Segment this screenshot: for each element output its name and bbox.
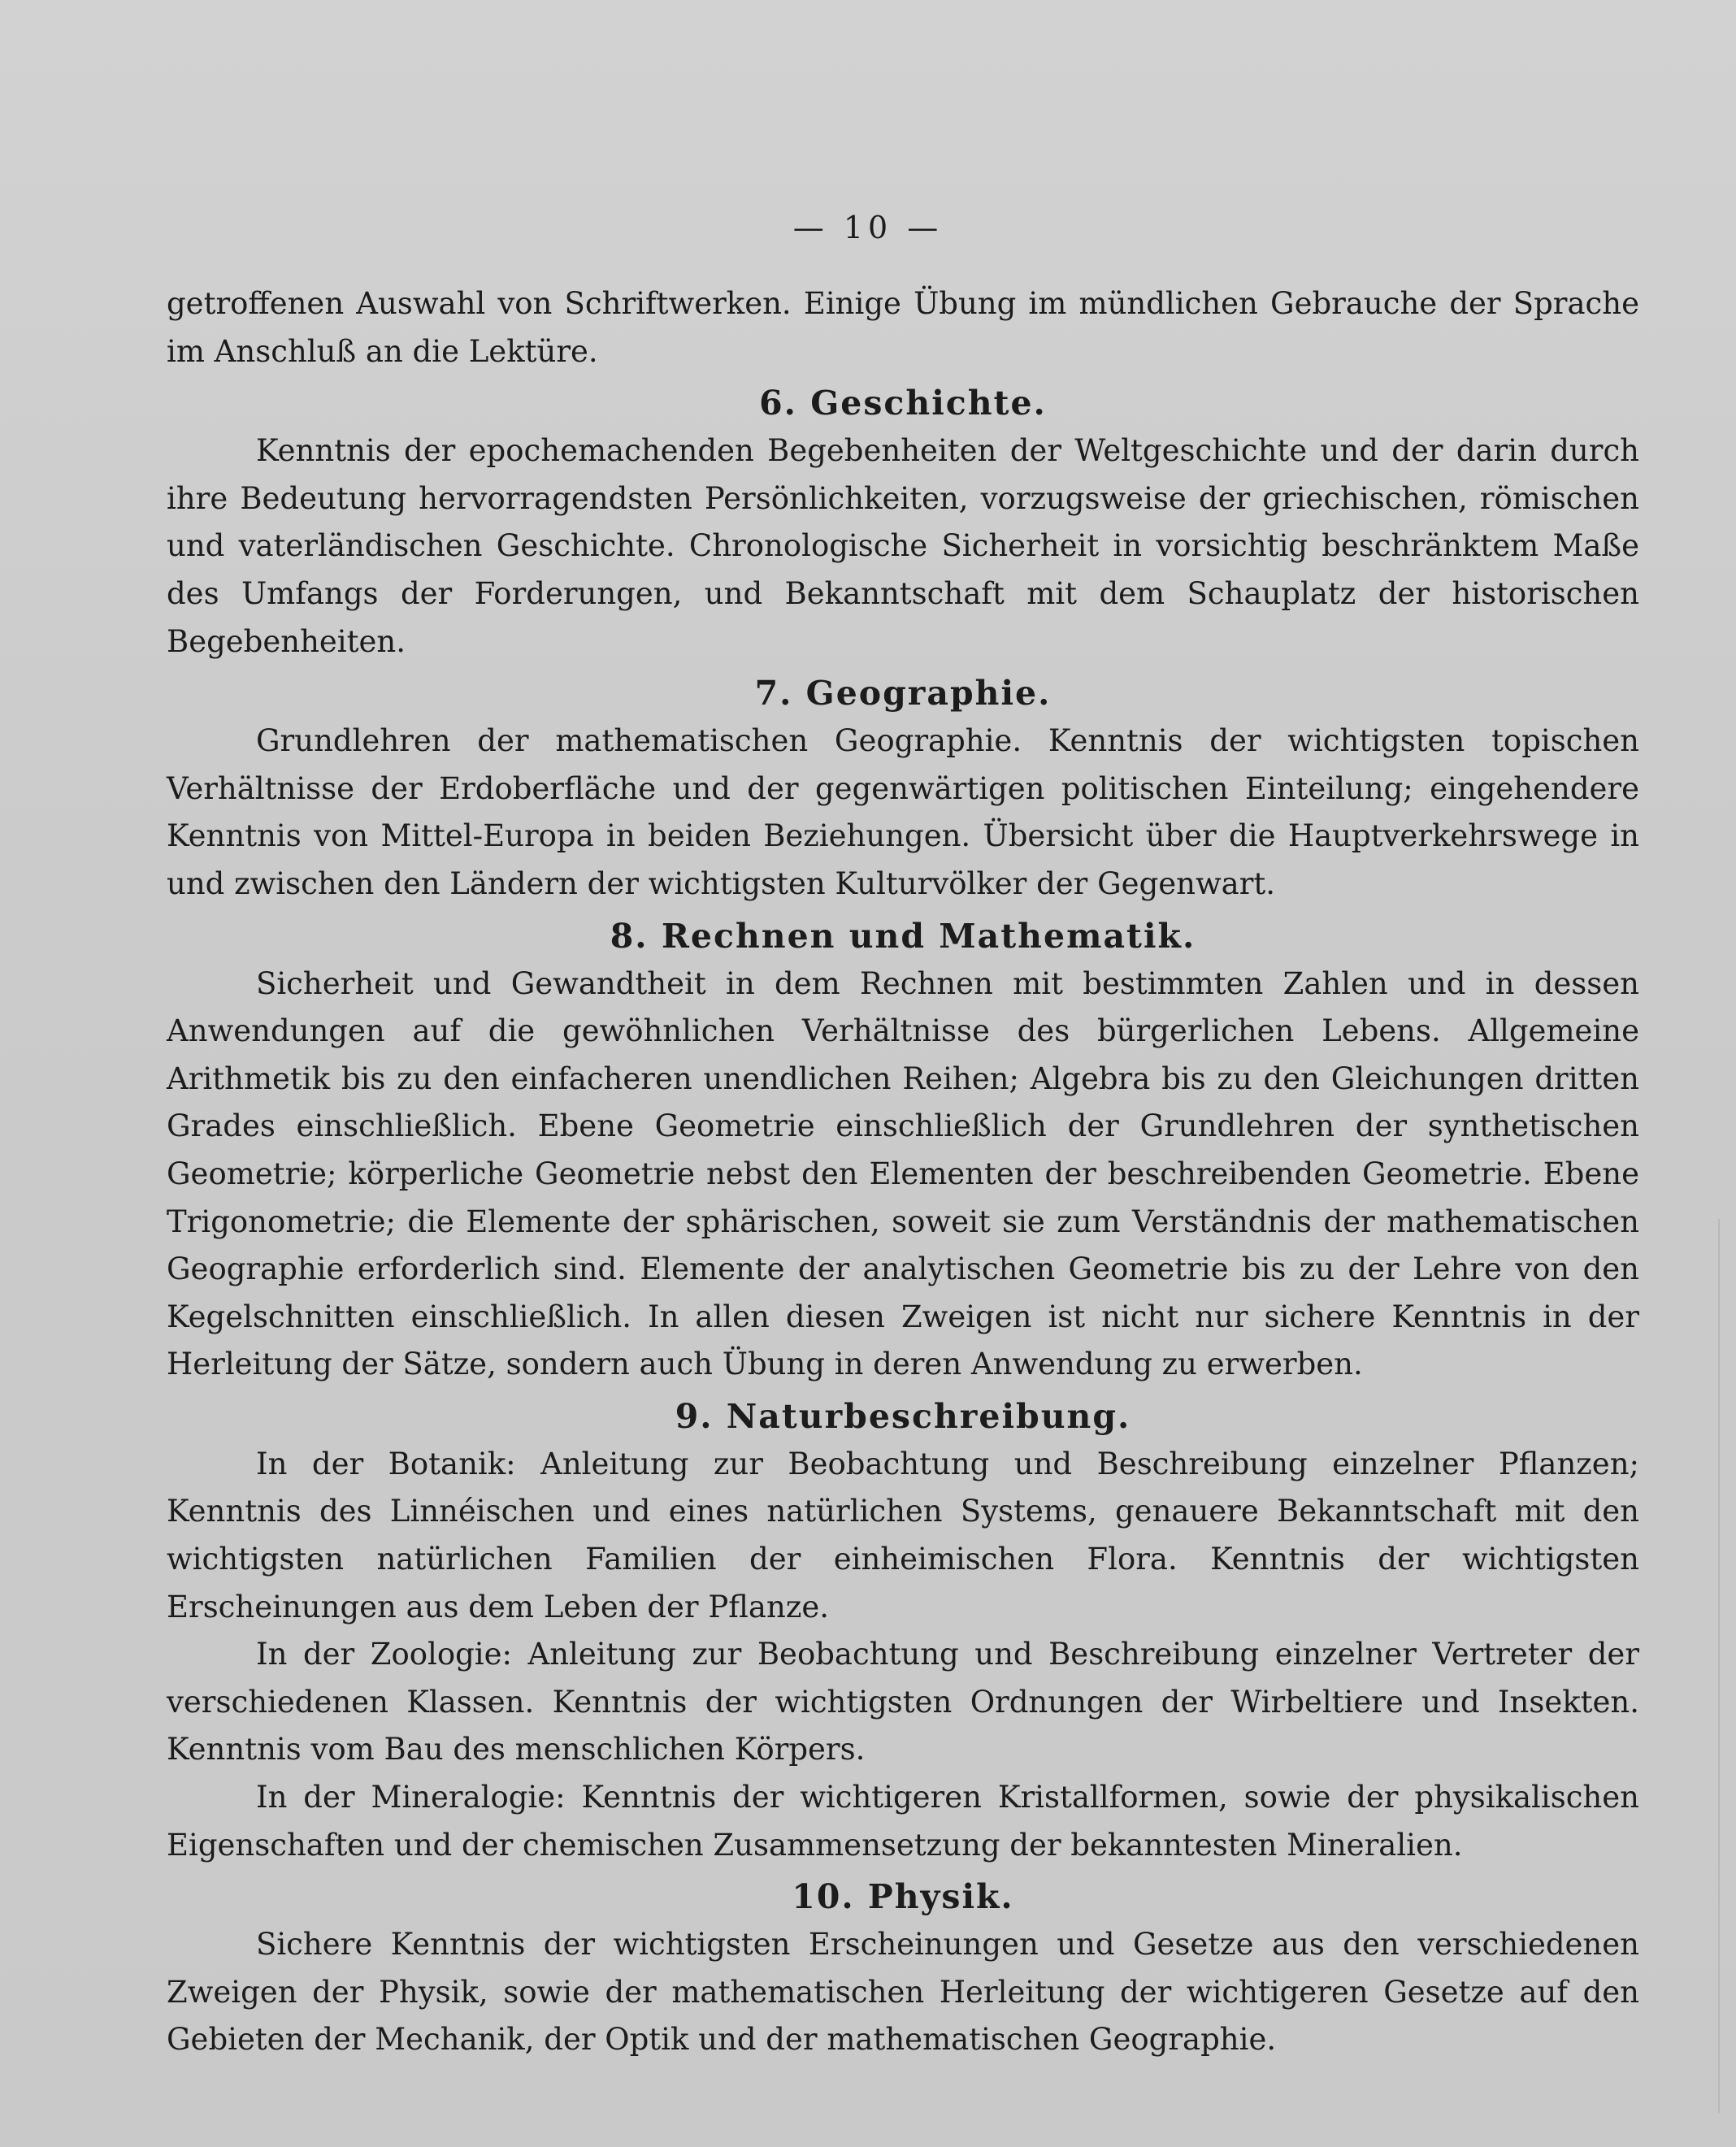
paragraph-zoologie: In der Zoologie: Anleitung zur Beobachtung und Beschreibung einzelner Vertreter der verschiedenen Klassen. Kenntnis der wichtigsten Ordnungen der Wirbeltiere und Insekten. Kenntnis vom Bau des menschlichen Körpers. bbox=[167, 1637, 1639, 1767]
paragraph-botanik: In der Botanik: Anleitung zur Beobachtung und Beschreibung einzelner Pflanzen; Kenntnis des Linnéischen und eines natürlichen Systems, genauere Bekanntschaft mit den wichtigsten natürlichen Familien der einheimischen Flora. Kenntnis der wichtigsten Erscheinungen aus dem Leben der Pflanze. bbox=[167, 1446, 1639, 1624]
paragraph-physik: Sichere Kenntnis der wichtigsten Erscheinungen und Gesetze aus den verschiedenen Zweigen der Physik, sowie der mathematischen Herleitung der wichtigeren Gesetze auf den Gebieten der Mechanik, der Optik und der mathematischen Geographie. bbox=[167, 1927, 1639, 2058]
page-edge-shadow bbox=[1718, 1219, 1720, 2113]
intro-paragraph: getroffenen Auswahl von Schriftwerken. Einige Übung im mündlichen Gebrauche der Sprache im Anschluß an die Lektüre. bbox=[167, 286, 1639, 369]
paragraph-mathematik: Sicherheit und Gewandtheit in dem Rechnen mit bestimmten Zahlen und in dessen Anwendungen auf die gewöhnlichen Verhältnisse des bürgerlichen Lebens. Allgemeine Arithmetik bis zu den einfacheren unendlichen Reihen; Algebra bis zu den Gleichungen dritten Grades einschließlich. Ebene Geometrie einschließlich der Grundlehren der synthetischen Geometrie; körperliche Geometrie nebst den Elementen der beschreibenden Geometrie. Ebene Trigonometrie; die Elemente der sphärischen, soweit sie zum Verständnis der mathematischen Geographie erforderlich sind. Elemente der analytischen Geometrie bis zu der Lehre von den Kegelschnitten einschließlich. In allen diesen Zweigen ist nicht nur sichere Kenntnis in der Herleitung der Sätze, sondern auch Übung in deren Anwendung zu erwerben. bbox=[167, 965, 1639, 1382]
paragraph-mineralogie: In der Mineralogie: Kenntnis der wichtigeren Kristallformen, sowie der physikalischen Eigenschaften und der chemischen Zusammensetzung der bekanntesten Mineralien. bbox=[167, 1780, 1639, 1863]
section-heading-mathematik: 8. Rechnen und Mathematik. bbox=[610, 916, 1196, 956]
section-heading-geographie: 7. Geographie. bbox=[754, 674, 1052, 713]
paragraph-geschichte: Kenntnis der epochemachenden Begebenheiten der Weltgeschichte und der darin durch ihre Bedeutung hervorragendsten Persönlichkeiten, vorzugsweise der griechischen, römischen und vaterländischen Geschichte. Chronologische Sicherheit in vorsichtig beschränktem Maße des Umfangs der Forderungen, und Bekanntschaft mit dem Schauplatz der historischen Begebenheiten. bbox=[167, 433, 1639, 659]
page-body bbox=[167, 280, 1639, 2064]
paragraph-geographie: Grundlehren der mathematischen Geographie. Kenntnis der wichtigsten topischen Verhältnisse der Erdoberfläche und der gegenwärtigen politischen Einteilung; eingehendere Kenntnis von Mittel-Europa in beiden Beziehungen. Übersicht über die Hauptverkehrswege in und zwischen den Ländern der wichtigsten Kulturvölker der Gegenwart. bbox=[167, 723, 1639, 901]
page-number: — 10 — bbox=[792, 210, 944, 245]
section-heading-geschichte: 6. Geschichte. bbox=[759, 384, 1047, 423]
section-heading-naturbeschreibung: 9. Naturbeschreibung. bbox=[675, 1396, 1131, 1436]
section-heading-physik: 10. Physik. bbox=[792, 1877, 1014, 1917]
